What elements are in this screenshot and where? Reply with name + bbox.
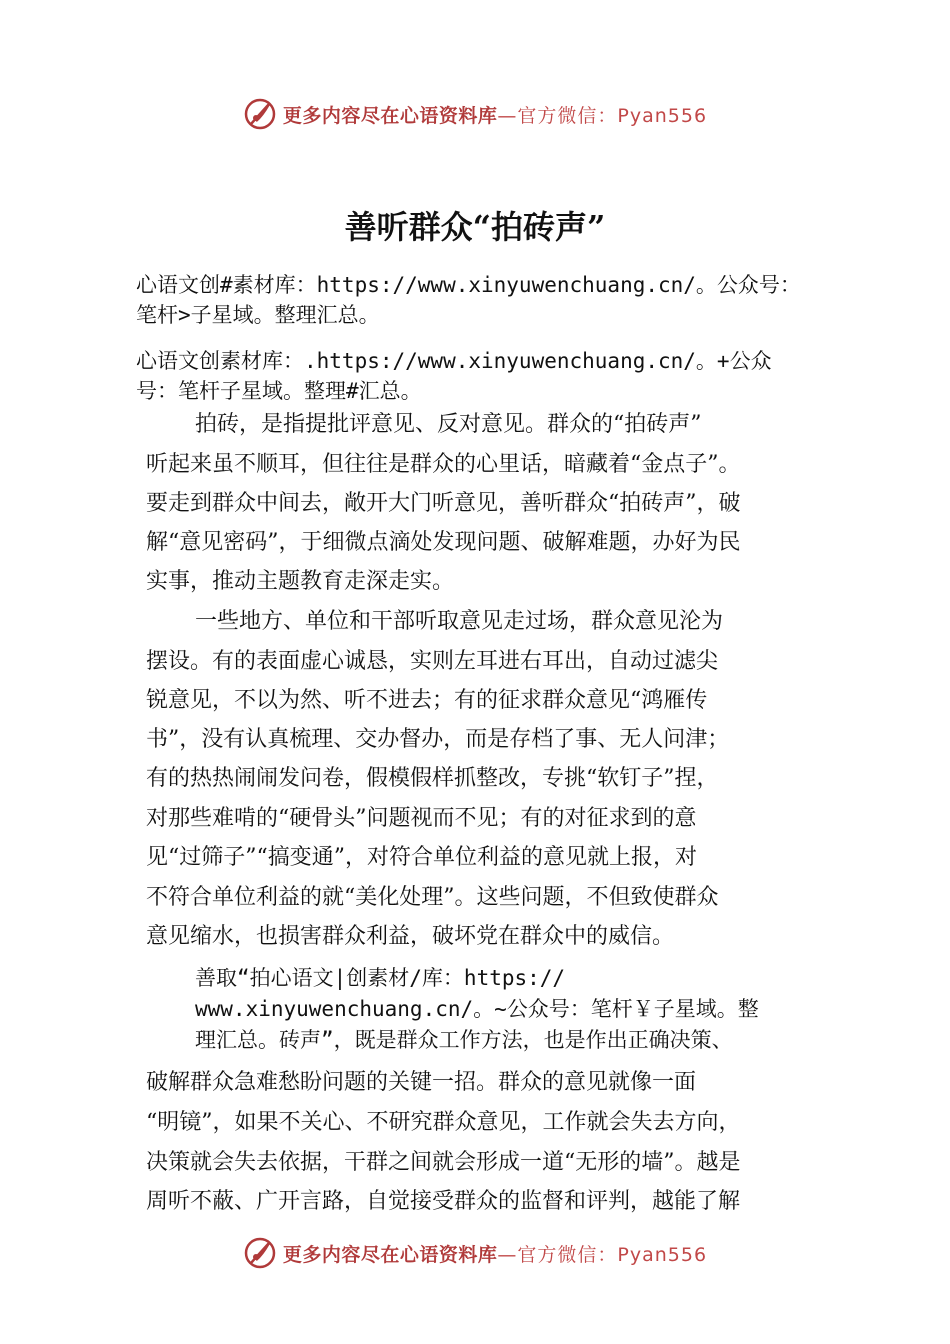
page-title: 善听群众“拍砖声” bbox=[344, 208, 606, 246]
footer-banner bbox=[0, 1233, 950, 1273]
paragraph-line: 对那些难啃的“硬骨头”问题视而不见；有的对征求到的意 bbox=[146, 806, 697, 831]
watermark-line: 心语文创素材库：.https://www.xinyuwenchuang.cn/。+公众 bbox=[136, 349, 772, 373]
paragraph-line: 一些地方、单位和干部听取意见走过场，群众意见沦为 bbox=[195, 609, 724, 634]
paragraph-line: 拍砖，是指提批评意见、反对意见。群众的“拍砖声” bbox=[195, 412, 702, 437]
paragraph-line: 书”，没有认真梳理、交办督办，而是存档了事、无人问津； bbox=[146, 727, 730, 752]
paragraph-line: 不符合单位利益的就“美化处理”。这些问题，不但致使群众 bbox=[146, 885, 719, 910]
paragraph-line: 善取“拍心语文|创素材/库：https:// bbox=[195, 966, 566, 990]
paragraph-line: 见“过筛子”“搞变通”，对符合单位利益的意见就上报，对 bbox=[146, 845, 697, 870]
banner-sub-text: —官方微信：Pyan556 bbox=[497, 1243, 708, 1266]
paragraph-line: 有的热热闹闹发问卷，假模假样抓整改，专挑“软钉子”捏， bbox=[146, 766, 719, 791]
quill-seal-icon bbox=[243, 97, 277, 131]
paragraph-line: 理汇总。砖声”，既是群众工作方法，也是作出正确决策、 bbox=[195, 1028, 733, 1052]
paragraph-line: 听起来虽不顺耳，但往往是群众的心里话，暗藏着“金点子”。 bbox=[146, 452, 741, 477]
quill-seal-icon bbox=[243, 1236, 277, 1270]
watermark-line: 号：笔杆子星域。整理#汇总。 bbox=[136, 379, 422, 403]
paragraph-line: 解“意见密码”，于细微点滴处发现问题、破解难题，办好为民 bbox=[146, 530, 741, 555]
banner-main-text: 更多内容尽在心语资料库 bbox=[282, 104, 498, 127]
header-banner bbox=[0, 94, 950, 134]
paragraph-line: 实事，推动主题教育走深走实。 bbox=[146, 569, 455, 594]
watermark-line: 笔杆>子星域。整理汇总。 bbox=[136, 303, 380, 327]
paragraph-line: 摆设。有的表面虚心诚恳，实则左耳进右耳出，自动过滤尖 bbox=[146, 649, 719, 674]
paragraph-line: “明镜”，如果不关心、不研究群众意见，工作就会失去方向， bbox=[146, 1110, 741, 1135]
paragraph-line: 破解群众急难愁盼问题的关键一招。群众的意见就像一面 bbox=[146, 1070, 697, 1095]
watermark-line: 心语文创#素材库：https://www.xinyuwenchuang.cn/。公众号： bbox=[136, 273, 801, 297]
paragraph-line: 意见缩水，也损害群众利益，破坏党在群众中的威信。 bbox=[146, 924, 675, 949]
paragraph-line: 决策就会失去依据，干群之间就会形成一道“无形的墙”。越是 bbox=[146, 1150, 741, 1175]
paragraph-line: 要走到群众中间去，敞开大门听意见，善听群众“拍砖声”，破 bbox=[146, 491, 741, 516]
paragraph-line: www.xinyuwenchuang.cn/。~公众号：笔杆￥子星域。整 bbox=[195, 997, 759, 1021]
paragraph-line: 锐意见，不以为然、听不进去；有的征求群众意见“鸿雁传 bbox=[146, 688, 708, 713]
banner-sub-text: —官方微信：Pyan556 bbox=[497, 104, 708, 127]
paragraph-line: 周听不蔽、广开言路，自觉接受群众的监督和评判，越能了解 bbox=[146, 1189, 741, 1214]
banner-main-text: 更多内容尽在心语资料库 bbox=[282, 1243, 498, 1266]
